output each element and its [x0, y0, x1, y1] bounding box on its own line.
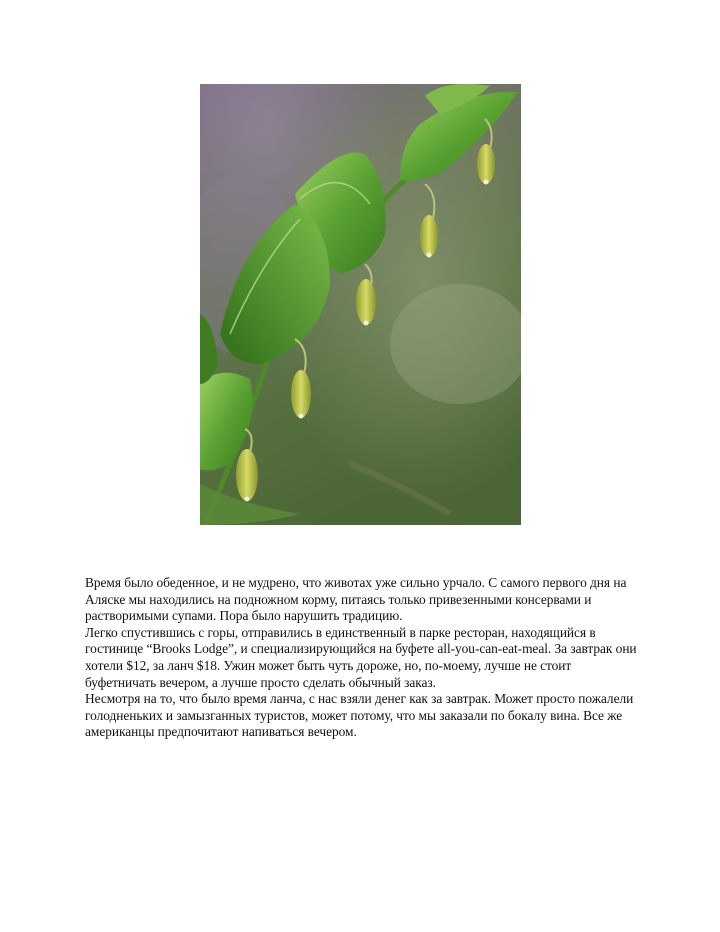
paragraph: Несмотря на то, что было время ланча, с нас взяли денег как за завтрак. Может просто пожалели голодненьких и замызганных туристов, может потому, что мы заказали по бокалу вина. Все же американцы предпочитают напиваться вечером. [85, 691, 634, 740]
paragraph: Время было обеденное, и не мудрено, что животах уже сильно урчало. С самого первого дня на Аляске мы находились на подножном корму, питаясь только привезенными консервами и растворимыми супами. Пора было нарушить традицию. [85, 575, 627, 624]
article-text [85, 575, 645, 741]
plant-photo [200, 84, 521, 525]
paragraph: Легко спустившись с горы, отправились в единственный в парке ресторан, находящийся в гостинице “Brooks Lodge”, и специализирующийся на буфете all-you-can-eat-meal. За завтрак они хотели $12, за ланч $18. Ужин может быть чуть дороже, но, по-моему, лучше не стоит буфетничать вечером, а лучше просто сделать обычный заказ. [85, 624, 637, 690]
